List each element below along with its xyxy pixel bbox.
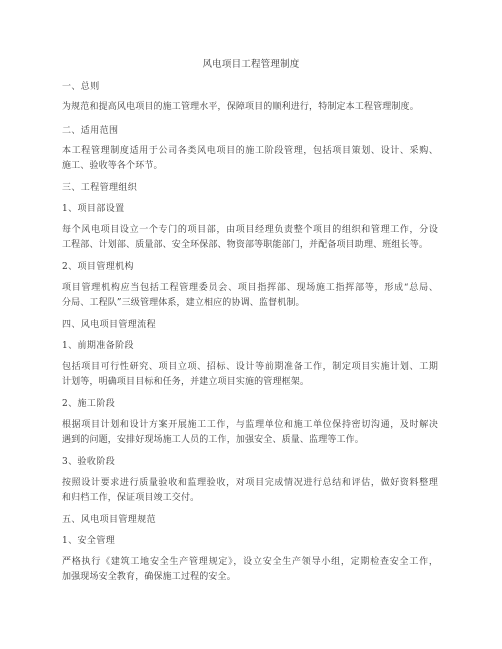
paragraph-line: 遇到的问题，安排好现场施工人员的工作，加强安全、质量、监理等工作。 [62, 435, 364, 445]
subsection-heading-acceptance: 3、验收阶段 [62, 457, 116, 467]
paragraph-line: 根据项目计划和设计方案开展施工工作，与监理单位和施工单位保持密切沟通，及时解决 [62, 420, 438, 430]
subsection-heading-construction: 2、施工阶段 [62, 399, 116, 409]
paragraph-line: 本工程管理制度适用于公司各类风电项目的施工阶段管理，包括项目策划、设计、采购、 [62, 146, 438, 156]
paragraph-line: 施工、验收等各个环节。 [62, 161, 163, 171]
subsection-heading-safety: 1、安全管理 [62, 536, 116, 546]
paragraph-line: 加强现场安全教育，确保施工过程的安全。 [62, 572, 236, 582]
subsection-heading-preparation: 1、前期准备阶段 [62, 341, 134, 351]
paragraph-line: 为规范和提高风电项目的施工管理水平，保障项目的顺利进行，特制定本工程管理制度。 [62, 102, 419, 112]
paragraph-line: 每个风电项目设立一个专门的项目部，由项目经理负责整个项目的组织和管理工作，分设 [62, 225, 438, 235]
subsection-heading-management-body: 2、项目管理机构 [62, 262, 134, 272]
paragraph-line: 按照设计要求进行质量验收和监理验收，对项目完成情况进行总结和评估，做好资料整理 [62, 478, 438, 488]
paragraph-line: 和归档工作，保证项目竣工交付。 [62, 493, 200, 503]
section-heading-general: 一、总则 [62, 82, 100, 92]
paragraph-line: 计划等，明确项目目标和任务，并建立项目实施的管理框架。 [62, 377, 310, 387]
paragraph-line: 分局、工程队”三级管理体系，建立相应的协调、监督机制。 [62, 298, 305, 308]
paragraph-line: 项目管理机构应当包括工程管理委员会、项目指挥部、现场施工指挥部等，形成“总局、 [62, 283, 438, 293]
section-heading-process: 四、风电项目管理流程 [62, 320, 157, 330]
paragraph-line: 工程部、计划部、质量部、安全环保部、物资部等职能部门，并配备项目助理、班组长等。 [62, 240, 429, 250]
section-heading-scope: 二、适用范围 [62, 126, 119, 136]
paragraph-line: 严格执行《建筑工地安全生产管理规定》，设立安全生产领导小组，定期检查安全工作， [62, 557, 438, 567]
section-heading-specification: 五、风电项目管理规范 [62, 515, 157, 525]
paragraph-line: 包括项目可行性研究、项目立项、招标、设计等前期准备工作，制定项目实施计划、工期 [62, 362, 438, 372]
subsection-heading-project-dept: 1、项目部设置 [62, 204, 125, 214]
section-heading-organization: 三、工程管理组织 [62, 183, 138, 193]
document-title: 风电项目工程管理制度 [202, 59, 300, 70]
